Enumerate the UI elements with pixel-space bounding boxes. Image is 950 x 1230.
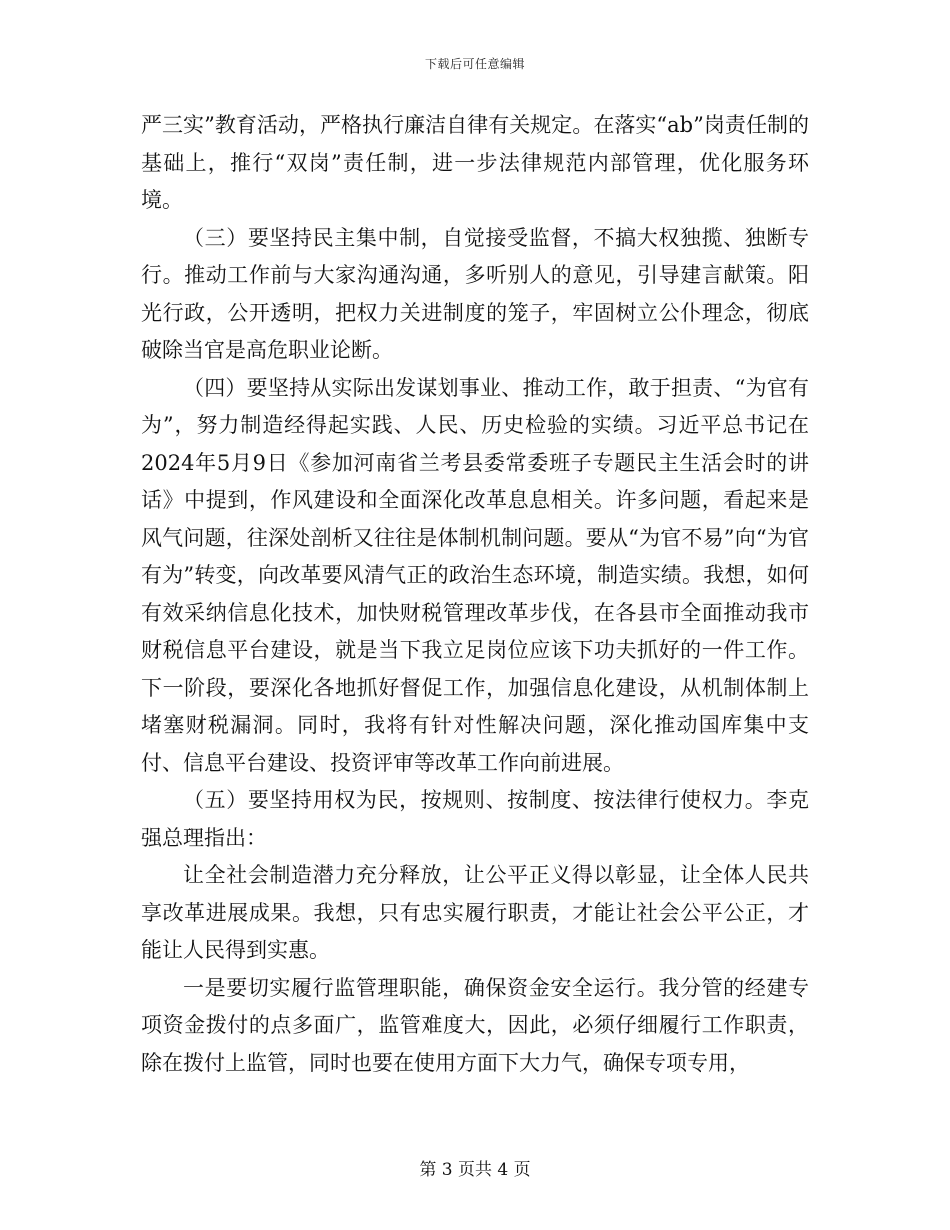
paragraph-section-3: （三）要坚持民主集中制，自觉接受监督，不搞大权独揽、独断专行。推动工作前与大家沟通沟通，多听别人的意见，引导建言献策。阳光行政，公开透明，把权力关进制度的笼子，牢固树立公仆理念，彻底破除当官是高危职业论断。 — [141, 225, 809, 362]
paragraph-continuation: 严三实”教育活动，严格执行廉洁自律有关规定。在落实“ab”岗责任制的基础上，推行“双岗”责任制，进一步法律规范内部管理，优化服务环境。 — [141, 113, 809, 212]
document-body — [141, 107, 809, 1082]
paragraph-quote: 让全社会制造潜力充分释放，让公平正义得以彰显，让全体人民共享改革进展成果。我想，只有忠实履行职责，才能让社会公平公正，才能让人民得到实惠。 — [141, 863, 809, 962]
paragraph-section-4: （四）要坚持从实际出发谋划事业、推动工作，敢于担责、“为官有为”，努力制造经得起实践、人民、历史检验的实绩。习近平总书记在2024年5月9日《参加河南省兰考县委常委班子专题民主生活会时的讲话》中提到，作风建设和全面深化改革息息相关。许多问题，看起来是风气问题，往深处剖析又往往是体制机制问题。要从“为官不易”向“为官有为”转变，向改革要风清气正的政治生态环境，制造实绩。我想，如何有效采纳信息化技术，加快财税管理改革步伐，在各县市全面推动我市财税信息平台建设，就是当下我立足岗位应该下功夫抓好的一件工作。下一阶段，要深化各地抓好督促工作，加强信息化建设，从机制体制上堵塞财税漏洞。同时，我将有针对性解决问题，深化推动国库集中支付、信息平台建设、投资评审等改革工作向前进展。 — [141, 375, 809, 775]
paragraph-section-5: （五）要坚持用权为民，按规则、按制度、按法律行使权力。李克强总理指出： — [141, 788, 809, 850]
page-footer: 第 3 页共 4 页 — [419, 1160, 531, 1180]
paragraph-point-1: 一是要切实履行监管理职能，确保资金安全运行。我分管的经建专项资金拨付的点多面广，监管难度大，因此，必须仔细履行工作职责，除在拨付上监管，同时也要在使用方面下大力气，确保专项专用， — [141, 975, 809, 1075]
page-header: 下载后可任意编辑 — [424, 57, 525, 71]
